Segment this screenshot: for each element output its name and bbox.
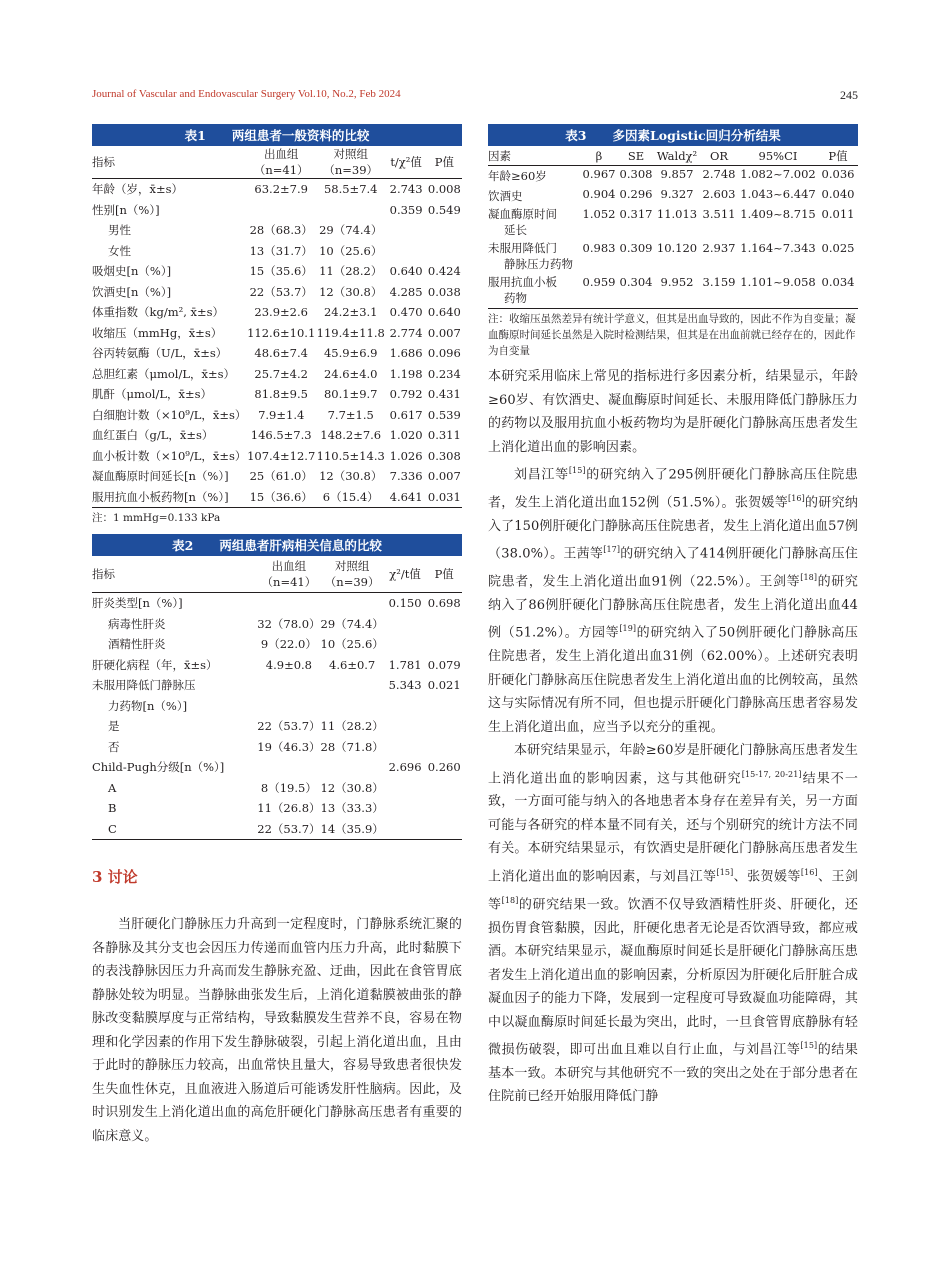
table2-cell-group2: 4.6±0.7 [329,657,376,672]
table3-cell-or: 2.603 [702,187,736,201]
table1-cell-group2: 7.7±1.5 [327,407,374,422]
table3-cell-wald: 9.327 [660,187,694,201]
left-paragraph: 当肝硬化门静脉压力升高到一定程度时，门静脉系统汇聚的各静脉及其分支也会因压力传递而血管内压力升高，此时黏膜下的表浅静脉因压力升高而发生静脉充盈、迂曲，因此在食管胃底静脉处较为明显。当静脉曲张发生后，上消化道黏膜被曲张的静脉改变黏膜厚度与正常结构，导致黏膜发生营养不良，容易在物理和化学因素的作用下发生静脉破裂，引起上消化道出血，且由于此时的静脉压力较高，出血常快且量大，容易导致患者很快发生失血性休克，且血液进入肠道后可能诱发肝性脑病。因此，及时识别发生上消化道出血的高危肝硬化门静脉高压患者有重要的临床意义。 [92,917,462,1144]
table2-cell-group1: 9（22.0） [260,637,317,652]
table1-row [92,220,462,241]
table2-row [92,593,462,614]
table3-title: 多因素Logistic回归分析结果 [612,128,781,143]
table1-cell-p: 0.031 [427,487,462,508]
table2-cell-name: B [108,801,117,816]
table3-cell-se: 0.309 [619,241,653,255]
table3-col-header: 95%CI [738,146,818,166]
table2-cell-stat [384,634,427,655]
table1-cell-group1: 15（36.6） [246,487,316,508]
table3-cell-ci: 1.409~8.715 [740,207,816,221]
table3-row [488,240,858,274]
table1-body [92,179,462,508]
table1-row [92,466,462,487]
table1-cell-group2: 80.1±9.7 [323,387,378,402]
table2-cell-group1: 8（19.5） [260,780,317,795]
table1-row [92,241,462,262]
table1-col-group2: 对照组 （n=39） [316,146,386,179]
table2-cell-group1: 22（53.7） [257,719,321,734]
table2-cell-group2 [321,757,384,778]
table1-cell-name: 女性 [108,243,131,258]
table1-cell-stat: 4.641 [385,487,426,508]
table1-cell-p: 0.431 [427,387,461,402]
table1-cell-p: 0.549 [427,202,461,217]
table1-col-stat: t/χ²值 [385,146,426,179]
table1-cell-stat: 4.285 [389,284,423,299]
table2-row [92,778,462,799]
table1-cell-group2 [316,200,386,221]
table3-cell-wald: 9.952 [654,274,700,309]
table3-col-header: OR [700,146,738,166]
table1-col-item: 指标 [92,146,246,179]
table1-cell-p: 0.008 [427,182,461,197]
table1-cell-name: 体重指数（kg/m², x̄±s） [92,305,225,320]
table3-col-header: β [580,146,618,166]
table2-cell-group2: 12（30.8） [320,780,384,795]
table2-row [92,614,462,635]
table2-body [92,593,462,840]
table2-cell-group1: 32（78.0） [257,616,321,631]
table2-cell-group1 [257,696,320,717]
table1-cell-stat: 1.198 [389,366,423,381]
table2-cell-group2: 13（33.3） [320,801,384,816]
table2-cell-stat: 5.343 [388,678,422,693]
table2-cell-stat: 0.150 [388,596,422,611]
table3-body [488,166,858,309]
table2-cell-p [426,696,462,717]
table2-cell-p [426,778,462,799]
table1-cell-stat: 7.336 [389,469,423,484]
table3-cell-se: 0.317 [619,207,653,221]
table2-cell-p: 0.698 [427,596,461,611]
table1-cell-name: 肌酐（μmol/L，x̄±s） [92,387,213,402]
table3-row [488,166,858,187]
table1-cell-group1: 13（31.7） [249,243,313,258]
table1-cell-group1: 146.5±7.3 [250,428,312,443]
table2-cell-stat [384,798,427,819]
table1-cell-p: 0.311 [427,428,461,443]
table1-cell-group2: 58.5±7.4 [323,182,378,197]
table2-cell-name: 酒精性肝炎 [108,637,166,652]
table2-cell-stat [384,614,427,635]
table1-row [92,364,462,385]
table2-cell-p [426,716,462,737]
table3-cell-or: 3.511 [702,207,736,221]
left-column [92,124,462,1148]
table2-cell-p [426,614,462,635]
table2-cell-group1 [257,593,320,614]
table1-title: 两组患者一般资料的比较 [231,128,370,143]
table2-row [92,634,462,655]
table2-label: 表2 [172,538,194,553]
table2-title-bar [92,534,462,556]
table1-cell-stat: 2.774 [389,325,423,340]
table1-cell-group2: 148.2±7.6 [320,428,382,443]
table1-row [92,384,462,405]
table1-cell-group1: 112.6±10.1 [247,325,316,340]
table1-cell-stat [385,241,426,262]
table2-cell-group2 [321,675,384,696]
table1-cell-p [427,220,462,241]
table3-cell-ci: 1.082~7.002 [740,167,816,181]
table2-header-row [92,556,462,593]
table3-cell-ci: 1.101~9.058 [738,274,818,309]
table2-cell-p [426,819,462,840]
table3-label: 表3 [565,128,587,143]
table2-cell-name: Child-Pugh分级[n（%）] [92,760,225,775]
table3-header-row [488,146,858,166]
table3-cell-p: 0.025 [821,241,855,255]
table3-col-header: 因素 [488,146,580,166]
table1-note: 注：1 mmHg=0.133 kPa [92,512,221,524]
table2-row [92,655,462,676]
table3-cell-se: 0.304 [618,274,654,309]
table2-cell-group2 [321,696,384,717]
right-column [488,124,858,1109]
table2-cell-name: 病毒性肝炎 [108,616,166,631]
table1-cell-group1: 23.9±2.6 [254,305,308,320]
table1-cell-p: 0.038 [427,284,461,299]
section-heading: 3 讨论 [92,868,138,886]
table1-cell-p [427,241,462,262]
table2-col-stat: χ²/t值 [384,556,427,593]
table1-row [92,343,462,364]
table3-cell-wald: 10.120 [656,241,698,255]
table1-cell-group1: 107.4±12.7 [247,448,316,463]
table3-row [488,206,858,240]
table2-cell-stat [384,819,427,840]
table2-cell-group1: 11（26.8） [257,801,321,816]
table2-cell-group2: 28（71.8） [320,739,384,754]
table3-cell-p: 0.040 [821,187,855,201]
table3-cell-se: 0.308 [619,167,653,181]
table1-cell-name: 谷丙转氨酶（U/L，x̄±s） [92,346,228,361]
table3-col-header: P值 [818,146,858,166]
table1-cell-name: 血小板计数（×10⁹/L，x̄±s） [92,448,247,463]
table1-cell-group2: 6（15.4） [316,487,386,508]
table2-cell-stat: 1.781 [388,657,422,672]
table1-cell-name: 服用抗血小板药物[n（%）] [92,487,246,508]
table1-cell-group1: 81.8±9.5 [254,387,308,402]
table1-cell-group2: 24.6±4.0 [323,366,378,381]
table2-col-item: 指标 [92,556,257,593]
table2-cell-name: A [108,780,117,795]
table3-cell-beta: 0.967 [582,167,616,181]
table2-cell-name: 未服用降低门静脉压 [92,678,196,693]
table1-row [92,261,462,282]
table1-row [92,282,462,303]
table1-cell-name: 饮酒史[n（%）] [92,284,172,299]
table3-title-bar [488,124,858,146]
table3-cell-name: 凝血酶原时间 延长 [488,207,557,237]
table1-header-row [92,146,462,179]
table2-cell-name: 肝硬化病程（年，x̄±s） [92,657,218,672]
table1-cell-group1: 28（68.3） [249,223,313,238]
table1 [92,146,462,508]
table1-cell-stat: 0.359 [389,202,423,217]
table3-cell-p: 0.011 [821,207,855,221]
table2-cell-group2: 14（35.9） [321,819,384,840]
table1-row [92,200,462,221]
table1-title-bar [92,124,462,146]
table1-cell-group2: 24.2±3.1 [323,305,378,320]
table1-cell-stat: 0.640 [389,264,423,279]
table1-cell-p: 0.096 [427,346,461,361]
table1-row [92,487,462,508]
table2-row [92,675,462,696]
table1-cell-stat: 1.026 [389,448,423,463]
table2-cell-p: 0.079 [427,657,461,672]
table2-row [92,696,462,717]
table3-cell-name: 服用抗血小板 药物 [488,274,580,309]
table1-cell-group2: 11（28.2） [319,264,383,279]
table1-cell-name: 年龄（岁，x̄±s） [92,182,184,197]
table3-cell-beta: 1.052 [582,207,616,221]
table1-label: 表1 [184,128,206,143]
journal-header: Journal of Vascular and Endovascular Surgery Vol.10, No.2, Feb 2024 [92,88,401,100]
table1-cell-group1: 15（35.6） [249,264,313,279]
left-body-text [92,913,462,1148]
table1-cell-group1: 7.9±1.4 [258,407,305,422]
table1-cell-group2: 10（25.6） [319,243,383,258]
table3-cell-wald: 9.857 [660,167,694,181]
table3-cell-name: 饮酒史 [488,189,523,203]
table1-cell-group2: 12（30.8） [319,469,383,484]
table3-cell-p: 0.036 [821,167,855,181]
table1-cell-group1: 22（53.7） [249,284,313,299]
table1-cell-group2: 119.4±11.8 [316,325,385,340]
table1-cell-stat [385,220,426,241]
table1-cell-p: 0.007 [427,325,461,340]
table2-cell-group2: 11（28.2） [320,719,384,734]
table1-col-p: P值 [427,146,462,179]
table2-cell-stat [384,778,427,799]
table1-cell-group2: 110.5±14.3 [316,448,385,463]
table1-cell-name: 凝血酶原时间延长[n（%）] [92,469,229,484]
table3-cell-se: 0.296 [619,187,653,201]
table1-cell-p: 0.539 [427,407,461,422]
table1-cell-group2: 45.9±6.9 [323,346,378,361]
table2-cell-name: 力药物[n（%）] [108,698,188,713]
table1-cell-stat: 0.617 [389,407,423,422]
table2-cell-name: 否 [108,739,120,754]
table3-cell-beta: 0.904 [582,187,616,201]
table2-col-p: P值 [426,556,462,593]
table2-cell-name: 是 [108,719,120,734]
table2-cell-name: 肝炎类型[n（%）] [92,596,183,611]
table2-row [92,798,462,819]
table1-cell-group1 [246,200,316,221]
table2-row [92,757,462,778]
table3 [488,146,858,309]
right-body-text [488,365,858,1109]
table1-row [92,302,462,323]
table1-cell-stat: 0.470 [389,305,423,320]
table2-title: 两组患者肝病相关信息的比较 [219,538,382,553]
table1-cell-group1: 25.7±4.2 [254,366,308,381]
table3-row [488,186,858,206]
table2-cell-group1 [257,757,320,778]
table1-row [92,405,462,426]
table2-cell-stat [384,696,427,717]
table1-cell-stat: 0.792 [389,387,423,402]
table2-cell-p: 0.021 [427,678,461,693]
table2-cell-p [426,634,462,655]
table2-cell-stat [384,716,427,737]
table1-cell-name: 收缩压（mmHg，x̄±s） [92,325,223,340]
table3-cell-or: 2.748 [702,167,736,181]
table2-cell-group1: 19（46.3） [257,739,321,754]
table2-cell-p [426,737,462,758]
table3-cell-p: 0.034 [818,274,858,309]
table1-cell-name: 白细胞计数（×10⁹/L，x̄±s） [92,407,247,422]
table1-cell-group1: 63.2±7.9 [254,182,308,197]
table3-cell-ci: 1.043~6.447 [740,187,816,201]
table1-cell-p: 0.424 [427,264,461,279]
table2-cell-group2: 10（25.6） [320,637,384,652]
table3-cell-name: 年龄≥60岁 [488,169,547,183]
right-paragraph-3: 本研究结果显示，年龄≥60岁是肝硬化门静脉高压患者发生上消化道出血的影响因素，这与其他研究[15-17, 20-21]结果不一致，一方面可能与纳入的各地患者本身存在差异有关，另一方面可能与各研究的样本量不同有关，还与个别研究的统计方法不同有关。本研究结果显示，有饮酒史是肝硬化门静脉高压患者发生上消化道出血的影响因素，与刘昌江等[15]、张贺媛等[16]、王剑等[18]的研究结果一致。饮酒不仅导致酒精性肝炎、肝硬化，还损伤胃食管黏膜，因此，肝硬化患者无论是否饮酒导致，都应戒酒。本研究结果显示，凝血酶原时间延长是肝硬化门静脉高压患者发生上消化道出血的影响因素，分析原因为肝硬化后肝脏合成凝血因子的能力下降，发展到一定程度可导致凝血功能障碍，其中以凝血酶原时间延长最为突出，此时，一旦食管胃底静脉有轻微损伤破裂，即可出血且难以自行止血，与刘昌江等[15]的结果基本一致。本研究与其他研究不一致的突出之处在于部分患者在住院前已经开始服用降低门静 [488,743,858,1105]
table1-row [92,446,462,467]
table2-cell-group1 [257,675,320,696]
table1-col-group1: 出血组 （n=41） [246,146,316,179]
table3-note: 注：收缩压虽然差异有统计学意义，但其是出血导致的，因此不作为自变量；凝血酶原时间延长虽然是入院时检测结果，但其是在出血前就已经存在的，因此作为自变量 [488,313,856,357]
table1-cell-group1: 25（61.0） [249,469,313,484]
table2-col-group2: 对照组 （n=39） [321,556,384,593]
table2-row [92,819,462,840]
table1-cell-stat: 2.743 [389,182,423,197]
table1-row [92,425,462,446]
table3-col-header: Waldχ² [654,146,700,166]
table2-cell-group2: 29（74.4） [320,616,384,631]
table2-cell-stat [384,737,427,758]
table1-cell-name: 吸烟史[n（%）] [92,264,172,279]
table2-cell-p [426,798,462,819]
table1-cell-name: 总胆红素（μmol/L，x̄±s） [92,366,236,381]
table2-col-group1: 出血组 （n=41） [257,556,320,593]
table2-row [92,716,462,737]
table1-cell-stat: 1.020 [389,428,423,443]
table1-cell-p: 0.234 [427,366,461,381]
table3-row [488,274,858,309]
right-paragraph-1: 本研究采用临床上常见的指标进行多因素分析，结果显示，年龄≥60岁、有饮酒史、凝血酶原时间延长、未服用降低门静脉压力的药物以及服用抗血小板药物均为是肝硬化门静脉高压患者发生上消化道出血的影响因素。 [488,369,858,455]
table1-cell-group2: 12（30.8） [319,284,383,299]
table2-cell-group1: 4.9±0.8 [265,657,312,672]
table2-cell-p: 0.260 [427,760,461,775]
table3-cell-beta: 0.959 [580,274,618,309]
table3-col-header: SE [618,146,654,166]
table2-cell-stat: 2.696 [388,760,422,775]
table2 [92,556,462,840]
table3-cell-beta: 0.983 [582,241,616,255]
page-number: 245 [840,88,858,102]
table1-row [92,179,462,200]
table3-cell-or: 3.159 [700,274,738,309]
table3-cell-or: 2.937 [702,241,736,255]
table1-cell-p: 0.640 [427,305,461,320]
table1-cell-p: 0.007 [427,469,461,484]
table2-row [92,737,462,758]
table1-cell-name: 男性 [108,223,131,238]
right-paragraph-2: 刘昌江等[15]的研究纳入了295例肝硬化门静脉高压住院患者，发生上消化道出血152例（51.5%）。张贺媛等[16]的研究纳入了150例肝硬化门静脉高压住院患者，发生上消化道出血57例（38.0%）。王茜等[17]的研究纳入了414例肝硬化门静脉高压住院患者，发生上消化道出血91例（22.5%）。王剑等[18]的研究纳入了86例肝硬化门静脉高压住院患者，发生上消化道出血44例（51.2%）。方园等[19]的研究纳入了50例肝硬化门静脉高压住院患者，发生上消化道出血31例（62.00%）。上述研究表明肝硬化门静脉高压住院患者发生上消化道出血的比例较高，虽然这与实际情况有所不同，但也提示肝硬化门静脉高压患者容易发生上消化道出血，应当予以充分的重视。 [488,466,858,735]
table1-cell-name: 性别[n（%）] [92,202,160,217]
table2-cell-name: C [92,819,257,840]
table1-row [92,323,462,344]
table1-cell-group1: 48.6±7.4 [254,346,308,361]
table2-cell-group2 [321,593,384,614]
table1-cell-name: 血红蛋白（g/L，x̄±s） [92,428,214,443]
table3-cell-wald: 11.013 [656,207,698,221]
table3-cell-name: 未服用降低门 静脉压力药物 [488,241,573,271]
table2-cell-group1: 22（53.7） [257,819,320,840]
table1-cell-group2: 29（74.4） [319,223,383,238]
table3-cell-ci: 1.164~7.343 [740,241,816,255]
table1-cell-stat: 1.686 [389,346,423,361]
table1-cell-p: 0.308 [427,448,461,463]
